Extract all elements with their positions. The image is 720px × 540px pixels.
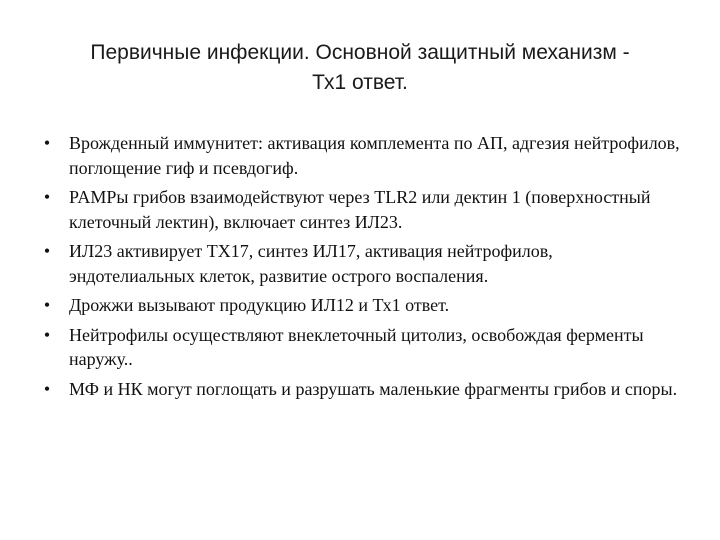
bullet-dot: •: [43, 295, 51, 315]
bullet-text: Врожденный иммунитет: активация комплемента по АП, адгезия нейтрофилов, поглощение гиф и псевдогиф.: [69, 133, 680, 178]
bullet-dot: •: [43, 133, 51, 153]
bullet-dot: •: [43, 187, 51, 207]
bullet-text: Дрожжи вызывают продукцию ИЛ12 и Тх1 ответ.: [69, 295, 450, 315]
bullet-list: [40, 131, 680, 406]
slide-title-line-1: Первичные инфекции. Основной защитный механизм -: [90, 41, 630, 64]
slide-title: [36, 38, 684, 98]
bullet-item: [40, 239, 680, 288]
bullet-text: Нейтрофилы осуществляют внеклеточный цитолиз, освобождая ферменты наружу..: [69, 324, 644, 369]
bullet-dot: •: [43, 324, 51, 345]
bullet-item: [40, 185, 680, 234]
bullet-item: [40, 377, 680, 402]
bullet-item: [40, 293, 680, 318]
bullet-item: [40, 131, 680, 180]
bullet-dot: •: [43, 378, 51, 399]
bullet-text: МФ и НК могут поглощать и разрушать маленькие фрагменты грибов и споры.: [69, 378, 678, 399]
bullet-dot: •: [43, 241, 51, 261]
bullet-text: ИЛ23 активирует ТХ17, синтез ИЛ17, активация нейтрофилов, эндотелиальных клеток, развитие острого воспаления.: [69, 241, 553, 286]
bullet-item: [40, 323, 680, 372]
bullet-text: PAMPы грибов взаимодействуют через TLR2 или дектин 1 (поверхностный клеточный лектин), включает синтез ИЛ23.: [69, 187, 651, 232]
slide-title-line-2: Тх1 ответ.: [312, 71, 408, 94]
